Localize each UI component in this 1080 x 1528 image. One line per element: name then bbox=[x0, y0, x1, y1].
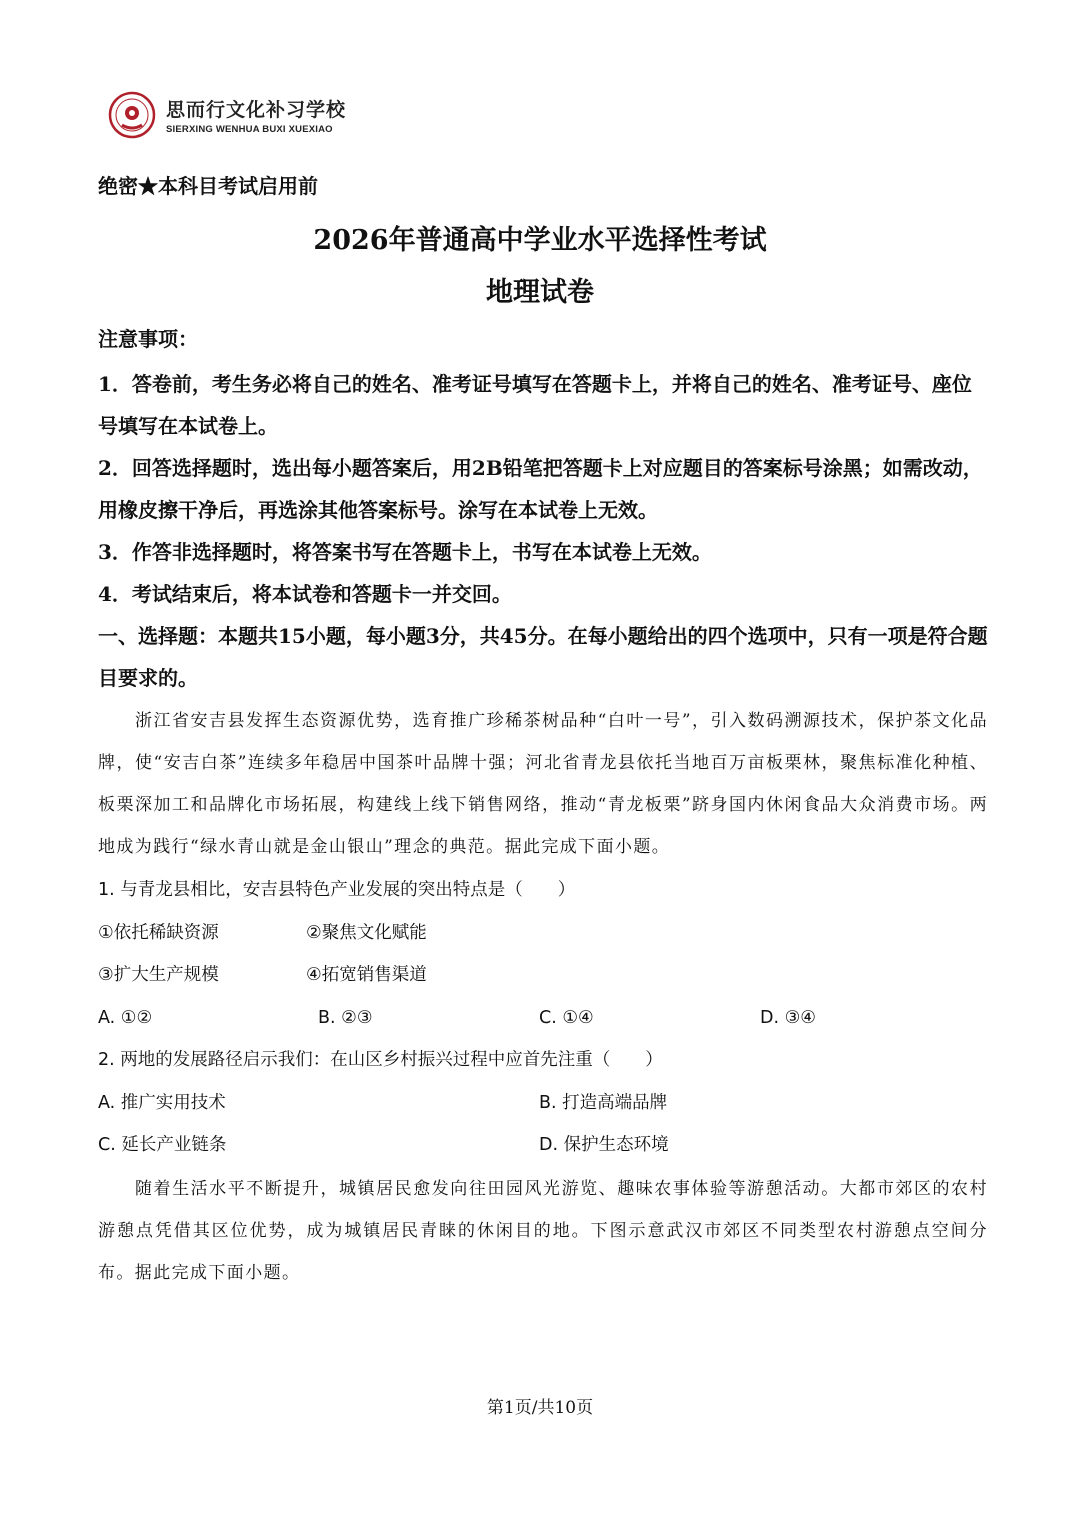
question-1-options bbox=[98, 997, 988, 1039]
school-logo bbox=[108, 90, 346, 140]
q2-option-a: A. 推广实用技术 bbox=[98, 1093, 226, 1113]
q2-option-c: C. 延长产业链条 bbox=[98, 1135, 227, 1155]
note-item-2: 2．回答选择题时，选出每小题答案后，用2B铅笔把答题卡上对应题目的答案标号涂黑；如需改动，用橡皮擦干净后，再选涂其他答案标号。涂写在本试卷上无效。 bbox=[98, 456, 983, 522]
exam-title: 2026年普通高中学业水平选择性考试 bbox=[313, 225, 767, 256]
notes-heading: 注意事项： bbox=[98, 327, 198, 351]
question-2-options-row-1 bbox=[98, 1082, 988, 1124]
q1-option-c: C. ①④ bbox=[539, 1008, 594, 1028]
question-2-options-row-2 bbox=[98, 1124, 988, 1166]
material-passage-1: 浙江省安吉县发挥生态资源优势，选育推广珍稀茶树品种“白叶一号”，引入数码溯源技术，保护茶文化品牌，使“安吉白茶”连续多年稳居中国茶叶品牌十强；河北省青龙县依托当地百万亩板栗林，聚焦标准化种植、板栗深加工和品牌化市场拓展，构建线上线下销售网络，推动“青龙板栗”跻身国内休闲食品大众消费市场。两地成为践行“绿水青山就是金山银山”理念的典范。据此完成下面小题。 bbox=[98, 711, 988, 857]
note-item-3: 3．作答非选择题时，将答案书写在答题卡上，书写在本试卷上无效。 bbox=[98, 540, 712, 564]
note-item-1: 1．答卷前，考生务必将自己的姓名、准考证号填写在答题卡上，并将自己的姓名、准考证号、座位号填写在本试卷上。 bbox=[98, 372, 972, 438]
question-1-items-row-2 bbox=[98, 954, 988, 996]
school-name-cn: 思而行文化补习学校 bbox=[166, 99, 347, 121]
page-number: 第1页/共10页 bbox=[486, 1398, 594, 1418]
q1-item-4: ④拓宽销售渠道 bbox=[306, 965, 427, 985]
q1-item-3: ③扩大生产规模 bbox=[98, 965, 219, 985]
question-2-stem: 2. 两地的发展路径启示我们：在山区乡村振兴过程中应首先注重（ ） bbox=[98, 1050, 663, 1070]
q1-item-2: ②聚焦文化赋能 bbox=[306, 923, 427, 943]
q2-option-d: D. 保护生态环境 bbox=[539, 1135, 669, 1155]
exam-subject: 地理试卷 bbox=[486, 277, 594, 308]
q1-item-1: ①依托稀缺资源 bbox=[98, 923, 219, 943]
q2-option-b: B. 打造高端品牌 bbox=[539, 1093, 668, 1113]
note-item-4: 4．考试结束后，将本试卷和答题卡一并交回。 bbox=[98, 582, 512, 606]
q1-option-a: A. ①② bbox=[98, 1008, 153, 1028]
secret-label: 绝密★本科目考试启用前 bbox=[98, 174, 318, 198]
school-emblem-icon bbox=[108, 91, 156, 139]
question-1-items-row-1 bbox=[98, 912, 988, 954]
school-name-en: SIERXING WENHUA BUXI XUEXIAO bbox=[166, 124, 333, 135]
section-heading: 一、选择题：本题共15小题，每小题3分，共45分。在每小题给出的四个选项中，只有一项是符合题目要求的。 bbox=[98, 624, 988, 690]
question-1-stem: 1. 与青龙县相比，安吉县特色产业发展的突出特点是（ ） bbox=[98, 880, 576, 900]
q1-option-b: B. ②③ bbox=[318, 1008, 373, 1028]
q1-option-d: D. ③④ bbox=[760, 1008, 816, 1028]
material-passage-2: 随着生活水平不断提升，城镇居民愈发向往田园风光游览、趣味农事体验等游憩活动。大都市郊区的农村游憩点凭借其区位优势，成为城镇居民青睐的休闲目的地。下图示意武汉市郊区不同类型农村游憩点空间分布。据此完成下面小题。 bbox=[98, 1179, 988, 1283]
